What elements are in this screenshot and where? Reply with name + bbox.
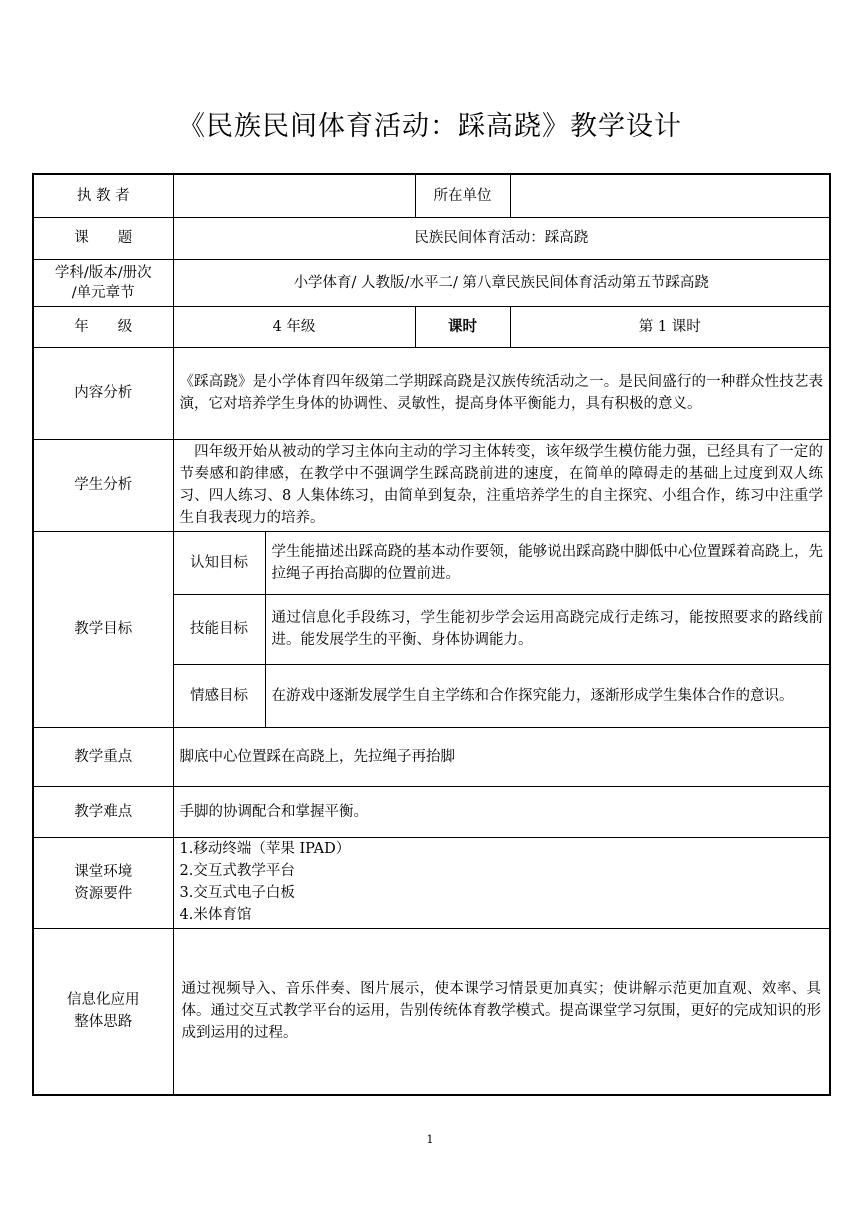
skill-goal-value: 通过信息化手段练习，学生能初步学会运用高跷完成行走练习，能按照要求的路线前进。能发展学生的平衡、身体协调能力。 <box>265 594 830 664</box>
grade-row <box>33 306 830 347</box>
topic-value: 民族民间体育活动：踩高跷 <box>173 217 830 259</box>
key-points-label: 教学重点 <box>33 727 173 786</box>
subject-label-line2: /单元章节 <box>71 284 135 301</box>
subject-row <box>33 259 830 306</box>
environment-item: 4.米体育馆 <box>179 906 252 923</box>
unit-value <box>510 174 830 217</box>
emotion-goal-value: 在游戏中逐渐发展学生自主学练和合作探究能力，逐渐形成学生集体合作的意识。 <box>265 664 830 727</box>
environment-row <box>33 837 830 928</box>
period-label: 课时 <box>415 306 510 347</box>
skill-goal-label: 技能目标 <box>173 594 265 664</box>
content-analysis-label: 内容分析 <box>33 347 173 439</box>
environment-item: 2.交互式教学平台 <box>179 862 295 879</box>
environment-item: 1.移动终端（苹果 IPAD） <box>179 840 351 857</box>
environment-item: 3.交互式电子白板 <box>179 884 295 901</box>
teacher-label: 执 教 者 <box>33 174 173 217</box>
environment-label-line1: 课堂环境 <box>74 863 133 880</box>
document-title: 《民族民间体育活动：踩高跷》教学设计 <box>178 111 682 142</box>
subject-label-line1: 学科/版本/册次 <box>54 264 152 281</box>
student-analysis-row <box>33 439 830 531</box>
key-points-row <box>33 727 830 786</box>
info-app-label <box>33 928 173 1095</box>
goal-cognitive-row <box>33 531 830 594</box>
info-app-label-line1: 信息化应用 <box>67 992 140 1009</box>
content-analysis-value: 《踩高跷》是小学体育四年级第二学期踩高跷是汉族传统活动之一。是民间盛行的一种群众性技艺表演，它对培养学生身体的协调性、灵敏性，提高身体平衡能力，具有积极的意义。 <box>173 347 830 439</box>
difficulties-value: 手脚的协调配合和掌握平衡。 <box>173 786 830 837</box>
topic-row <box>33 217 830 259</box>
environment-label <box>33 837 173 928</box>
cognitive-goal-value: 学生能描述出踩高跷的基本动作要领，能够说出踩高跷中脚低中心位置踩着高跷上，先拉绳子再抬高脚的位置前进。 <box>265 531 830 594</box>
emotion-goal-label: 情感目标 <box>173 664 265 727</box>
info-app-row <box>33 928 830 1095</box>
difficulties-row <box>33 786 830 837</box>
subject-value: 小学体育/ 人教版/水平二/ 第八章民族民间体育活动第五节踩高跷 <box>173 259 830 306</box>
difficulties-label: 教学难点 <box>33 786 173 837</box>
page-number: 1 <box>426 1133 434 1146</box>
student-analysis-label: 学生分析 <box>33 439 173 531</box>
teaching-goals-label: 教学目标 <box>33 531 173 727</box>
topic-label: 课 题 <box>33 217 173 259</box>
lesson-plan-table <box>32 173 831 1096</box>
environment-label-line2: 资源要件 <box>74 885 133 902</box>
key-points-value: 脚底中心位置踩在高跷上，先拉绳子再抬脚 <box>173 727 830 786</box>
student-analysis-value: 四年级开始从被动的学习主体向主动的学习主体转变，该年级学生模仿能力强，已经具有了一定的节奏感和韵律感，在教学中不强调学生踩高跷前进的速度，在简单的障碍走的基础上过度到双人练习、四人练习、8 人集体练习，由简单到复杂，注重培养学生的自主探究、小组合作，练习中注重学生自我表现力的培养。 <box>173 439 830 531</box>
teacher-value <box>173 174 415 217</box>
period-value: 第 1 课时 <box>510 306 830 347</box>
grade-label: 年 级 <box>33 306 173 347</box>
info-app-value: 通过视频导入、音乐伴奏、图片展示，使本课学习情景更加真实；使讲解示范更加直观、效率、具体。通过交互式教学平台的运用，告别传统体育教学模式。提高课堂学习氛围，更好的完成知识的形成到运用的过程。 <box>173 928 830 1095</box>
environment-list <box>173 837 830 928</box>
info-app-label-line2: 整体思路 <box>74 1014 133 1031</box>
content-analysis-row <box>33 347 830 439</box>
grade-value: 4 年级 <box>173 306 415 347</box>
unit-label: 所在单位 <box>415 174 510 217</box>
teacher-row <box>33 174 830 217</box>
subject-label <box>33 259 173 306</box>
cognitive-goal-label: 认知目标 <box>173 531 265 594</box>
